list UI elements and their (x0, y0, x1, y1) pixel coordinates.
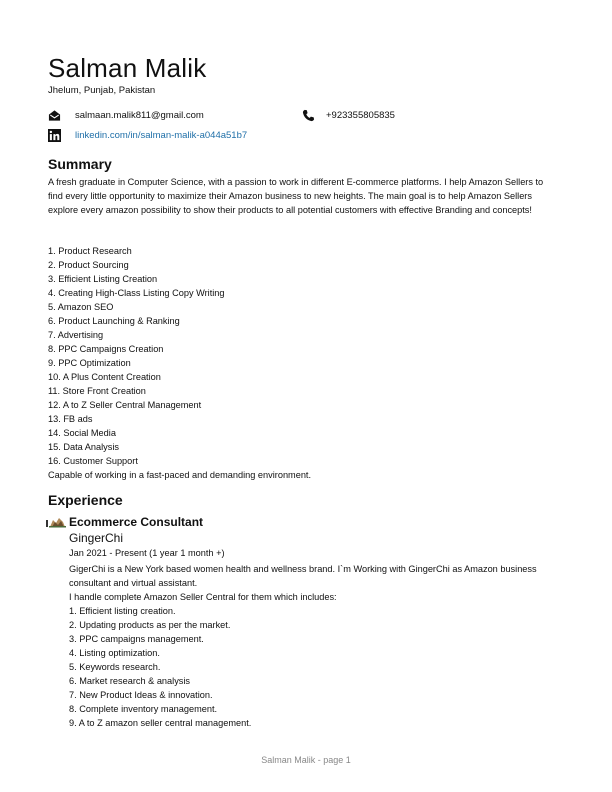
list-item: 8. PPC Campaigns Creation (48, 344, 164, 354)
list-item: 9. PPC Optimization (48, 358, 131, 368)
linkedin-row (48, 129, 247, 142)
location: Jhelum, Punjab, Pakistan (48, 85, 156, 96)
list-item: 1. Product Research (48, 246, 132, 256)
list-item: 4. Listing optimization. (69, 648, 160, 658)
list-item: 1. Efficient listing creation. (69, 606, 176, 616)
list-item: 15. Data Analysis (48, 442, 119, 452)
list-item: 2. Product Sourcing (48, 260, 129, 270)
list-item: 7. New Product Ideas & innovation. (69, 690, 213, 700)
email-address[interactable]: salmaan.malik811@gmail.com (75, 110, 204, 121)
job-description-line: GigerChi is a New York based women health and wellness brand. I`m Working with GingerChi as Amazon business consultant and virtual assistant. (69, 564, 537, 588)
job-duties-list (69, 604, 251, 730)
job-dates: Jan 2021 - Present (1 year 1 month +) (69, 548, 225, 558)
phone-icon (302, 109, 315, 122)
list-item: 2. Updating products as per the market. (69, 620, 231, 630)
skills-list (48, 244, 311, 482)
list-item: 12. A to Z Seller Central Management (48, 400, 202, 410)
envelope-icon (48, 109, 61, 122)
summary-closing: Capable of working in a fast-paced and demanding environment. (48, 470, 312, 480)
list-item: 4. Creating High-Class Listing Copy Writing (48, 288, 225, 298)
experience-heading: Experience (48, 492, 123, 508)
summary-paragraph: A fresh graduate in Computer Science, with a passion to work in different E-commerce platforms. I help Amazon Sellers to find every little opportunity to maximize their Amazon business to new heights. The main goal is to help Amazon Sellers explore every amazon possibility to show their products to all potential customers with effective Branding and concepts! (48, 177, 544, 215)
list-item: 5. Amazon SEO (48, 302, 114, 312)
list-item: 8. Complete inventory management. (69, 704, 218, 714)
list-item: 16. Customer Support (48, 456, 138, 466)
company-name: GingerChi (69, 531, 124, 545)
job-description (69, 562, 549, 604)
candidate-name: Salman Malik (48, 53, 207, 83)
page-footer: Salman Malik - page 1 (261, 755, 351, 765)
company-logo-icon (46, 517, 66, 528)
summary-heading: Summary (48, 156, 112, 172)
phone-number[interactable]: +923355805835 (326, 110, 395, 121)
list-item: 6. Market research & analysis (69, 676, 191, 686)
list-item: 3. PPC campaigns management. (69, 634, 204, 644)
linkedin-icon (48, 129, 61, 142)
list-item: 9. A to Z amazon seller central management. (69, 718, 252, 728)
job-title: Ecommerce Consultant (69, 515, 204, 529)
list-item: 6. Product Launching & Ranking (48, 316, 180, 326)
job-description-line: I handle complete Amazon Seller Central for them which includes: (69, 592, 337, 602)
list-item: 5. Keywords research. (69, 662, 161, 672)
list-item: 11. Store Front Creation (48, 386, 146, 396)
linkedin-link[interactable]: linkedin.com/in/salman-malik-a044a51b7 (75, 130, 248, 141)
list-item: 7. Advertising (48, 330, 104, 340)
list-item: 3. Efficient Listing Creation (48, 274, 158, 284)
list-item: 13. FB ads (48, 414, 93, 424)
email-row (48, 109, 204, 122)
list-item: 10. A Plus Content Creation (48, 372, 161, 382)
phone-row (302, 109, 395, 122)
list-item: 14. Social Media (48, 428, 116, 438)
